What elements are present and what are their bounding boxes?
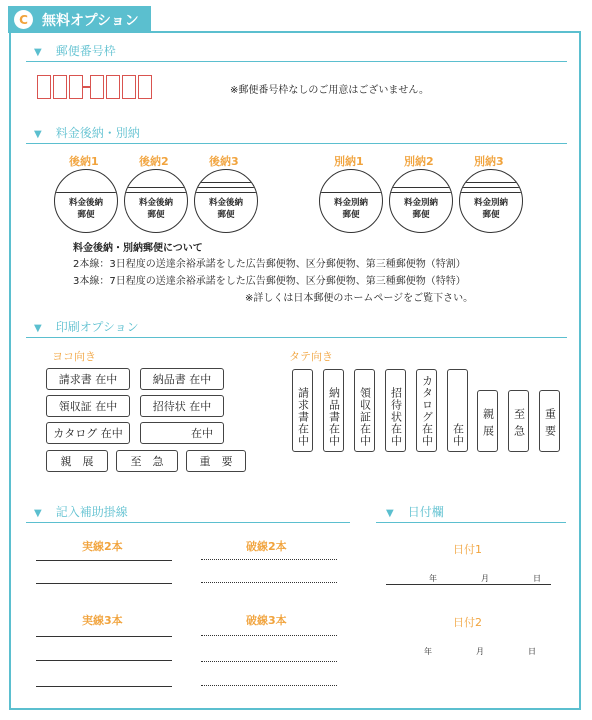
page-title: 無料オプション — [42, 12, 139, 29]
postage-label: 別納3 — [474, 155, 504, 168]
postage-stamp: 料金別納 郵便 — [459, 169, 523, 233]
section-postal-heading: ▼ 郵便番号枠 — [34, 44, 116, 58]
postage-label: 後納2 — [139, 155, 169, 168]
triangle-down-icon: ▼ — [386, 508, 394, 519]
yoko-label: ヨコ向き — [52, 350, 96, 363]
yoko-blank-option[interactable]: 在中 — [140, 422, 224, 444]
tate-important-option[interactable]: 重要 — [539, 390, 560, 452]
tate-invitation-option[interactable]: 招待状在中 — [385, 369, 406, 452]
solid-line — [36, 560, 172, 561]
yoko-invitation-option[interactable]: 招待状 在中 — [140, 395, 224, 417]
dotted-line — [201, 635, 337, 636]
yoko-invoice-option[interactable]: 請求書 在中 — [46, 368, 130, 390]
yoko-confidential-option[interactable]: 親 展 — [46, 450, 108, 472]
tate-delivery-option[interactable]: 納品書在中 — [323, 369, 344, 452]
postage-line2: 3本線：7日程度の送達余裕承諾をした広告郵便物、区分郵便物、第三種郵便物（特特） — [73, 276, 466, 287]
postage-label: 別納2 — [404, 155, 434, 168]
postage-line1: 2本線：3日程度の送達余裕承諾をした広告郵便物、区分郵便物、第三種郵便物（特割） — [73, 259, 466, 270]
yoko-catalog-option[interactable]: カタログ 在中 — [46, 422, 130, 444]
tate-label: タテ向き — [289, 350, 333, 363]
section-postage-heading: ▼ 料金後納・別納 — [34, 126, 140, 140]
yoko-receipt-option[interactable]: 領収証 在中 — [46, 395, 130, 417]
dotted-line — [201, 582, 337, 583]
dotted2-label: 破線2本 — [246, 540, 287, 553]
postage-about-title: 料金後納・別納郵便について — [73, 243, 203, 254]
yoko-delivery-option[interactable]: 納品書 在中 — [140, 368, 224, 390]
dotted-line — [201, 661, 337, 662]
postage-stamp: 料金別納 郵便 — [389, 169, 453, 233]
date1-month: 月 — [481, 574, 489, 583]
postal-code-boxes — [37, 75, 152, 99]
tate-invoice-option[interactable]: 請求書在中 — [292, 369, 313, 452]
date1-label: 日付1 — [453, 543, 482, 556]
divider — [26, 522, 350, 523]
date1-year: 年 — [429, 574, 437, 583]
triangle-down-icon: ▼ — [34, 508, 42, 519]
postage-stamp: 料金後納 郵便 — [124, 169, 188, 233]
solid-line — [36, 583, 172, 584]
divider — [376, 522, 566, 523]
triangle-down-icon: ▼ — [34, 47, 42, 58]
c-icon: C — [14, 10, 33, 29]
options-tab — [8, 6, 151, 33]
yoko-urgent-option[interactable]: 至 急 — [116, 450, 178, 472]
solid-line — [36, 686, 172, 687]
tate-blank-option[interactable]: 在中 — [447, 369, 468, 452]
divider — [26, 143, 567, 144]
tate-catalog-option[interactable]: カタログ在中 — [416, 369, 437, 452]
postage-label: 別納1 — [334, 155, 364, 168]
solid-line — [36, 636, 172, 637]
postage-ref: ※詳しくは日本郵便のホームページをご覧下さい。 — [245, 293, 474, 304]
tate-confidential-option[interactable]: 親展 — [477, 390, 498, 452]
date1-line — [386, 584, 551, 585]
dotted-line — [201, 685, 337, 686]
date2-label: 日付2 — [453, 616, 482, 629]
date2-month: 月 — [476, 647, 484, 656]
section-guides-heading: ▼ 記入補助掛線 — [34, 505, 128, 519]
tate-urgent-option[interactable]: 至急 — [508, 390, 529, 452]
postage-stamp: 料金後納 郵便 — [194, 169, 258, 233]
postage-label: 後納3 — [209, 155, 239, 168]
solid3-label: 実線3本 — [82, 614, 123, 627]
dotted-line — [201, 559, 337, 560]
postal-note: ※郵便番号枠なしのご用意はございません。 — [230, 85, 429, 96]
tate-receipt-option[interactable]: 領収証在中 — [354, 369, 375, 452]
solid-line — [36, 660, 172, 661]
divider — [26, 61, 567, 62]
triangle-down-icon: ▼ — [34, 323, 42, 334]
postage-label: 後納1 — [69, 155, 99, 168]
section-print-heading: ▼ 印刷オプション — [34, 320, 139, 334]
yoko-important-option[interactable]: 重 要 — [186, 450, 246, 472]
date1-day: 日 — [533, 574, 541, 583]
divider — [26, 337, 567, 338]
date2-year: 年 — [424, 647, 432, 656]
section-date-heading: ▼ 日付欄 — [386, 505, 444, 519]
postage-stamp: 料金後納 郵便 — [54, 169, 118, 233]
solid2-label: 実線2本 — [82, 540, 123, 553]
dotted3-label: 破線3本 — [246, 614, 287, 627]
triangle-down-icon: ▼ — [34, 129, 42, 140]
postage-stamp: 料金別納 郵便 — [319, 169, 383, 233]
date2-day: 日 — [528, 647, 536, 656]
